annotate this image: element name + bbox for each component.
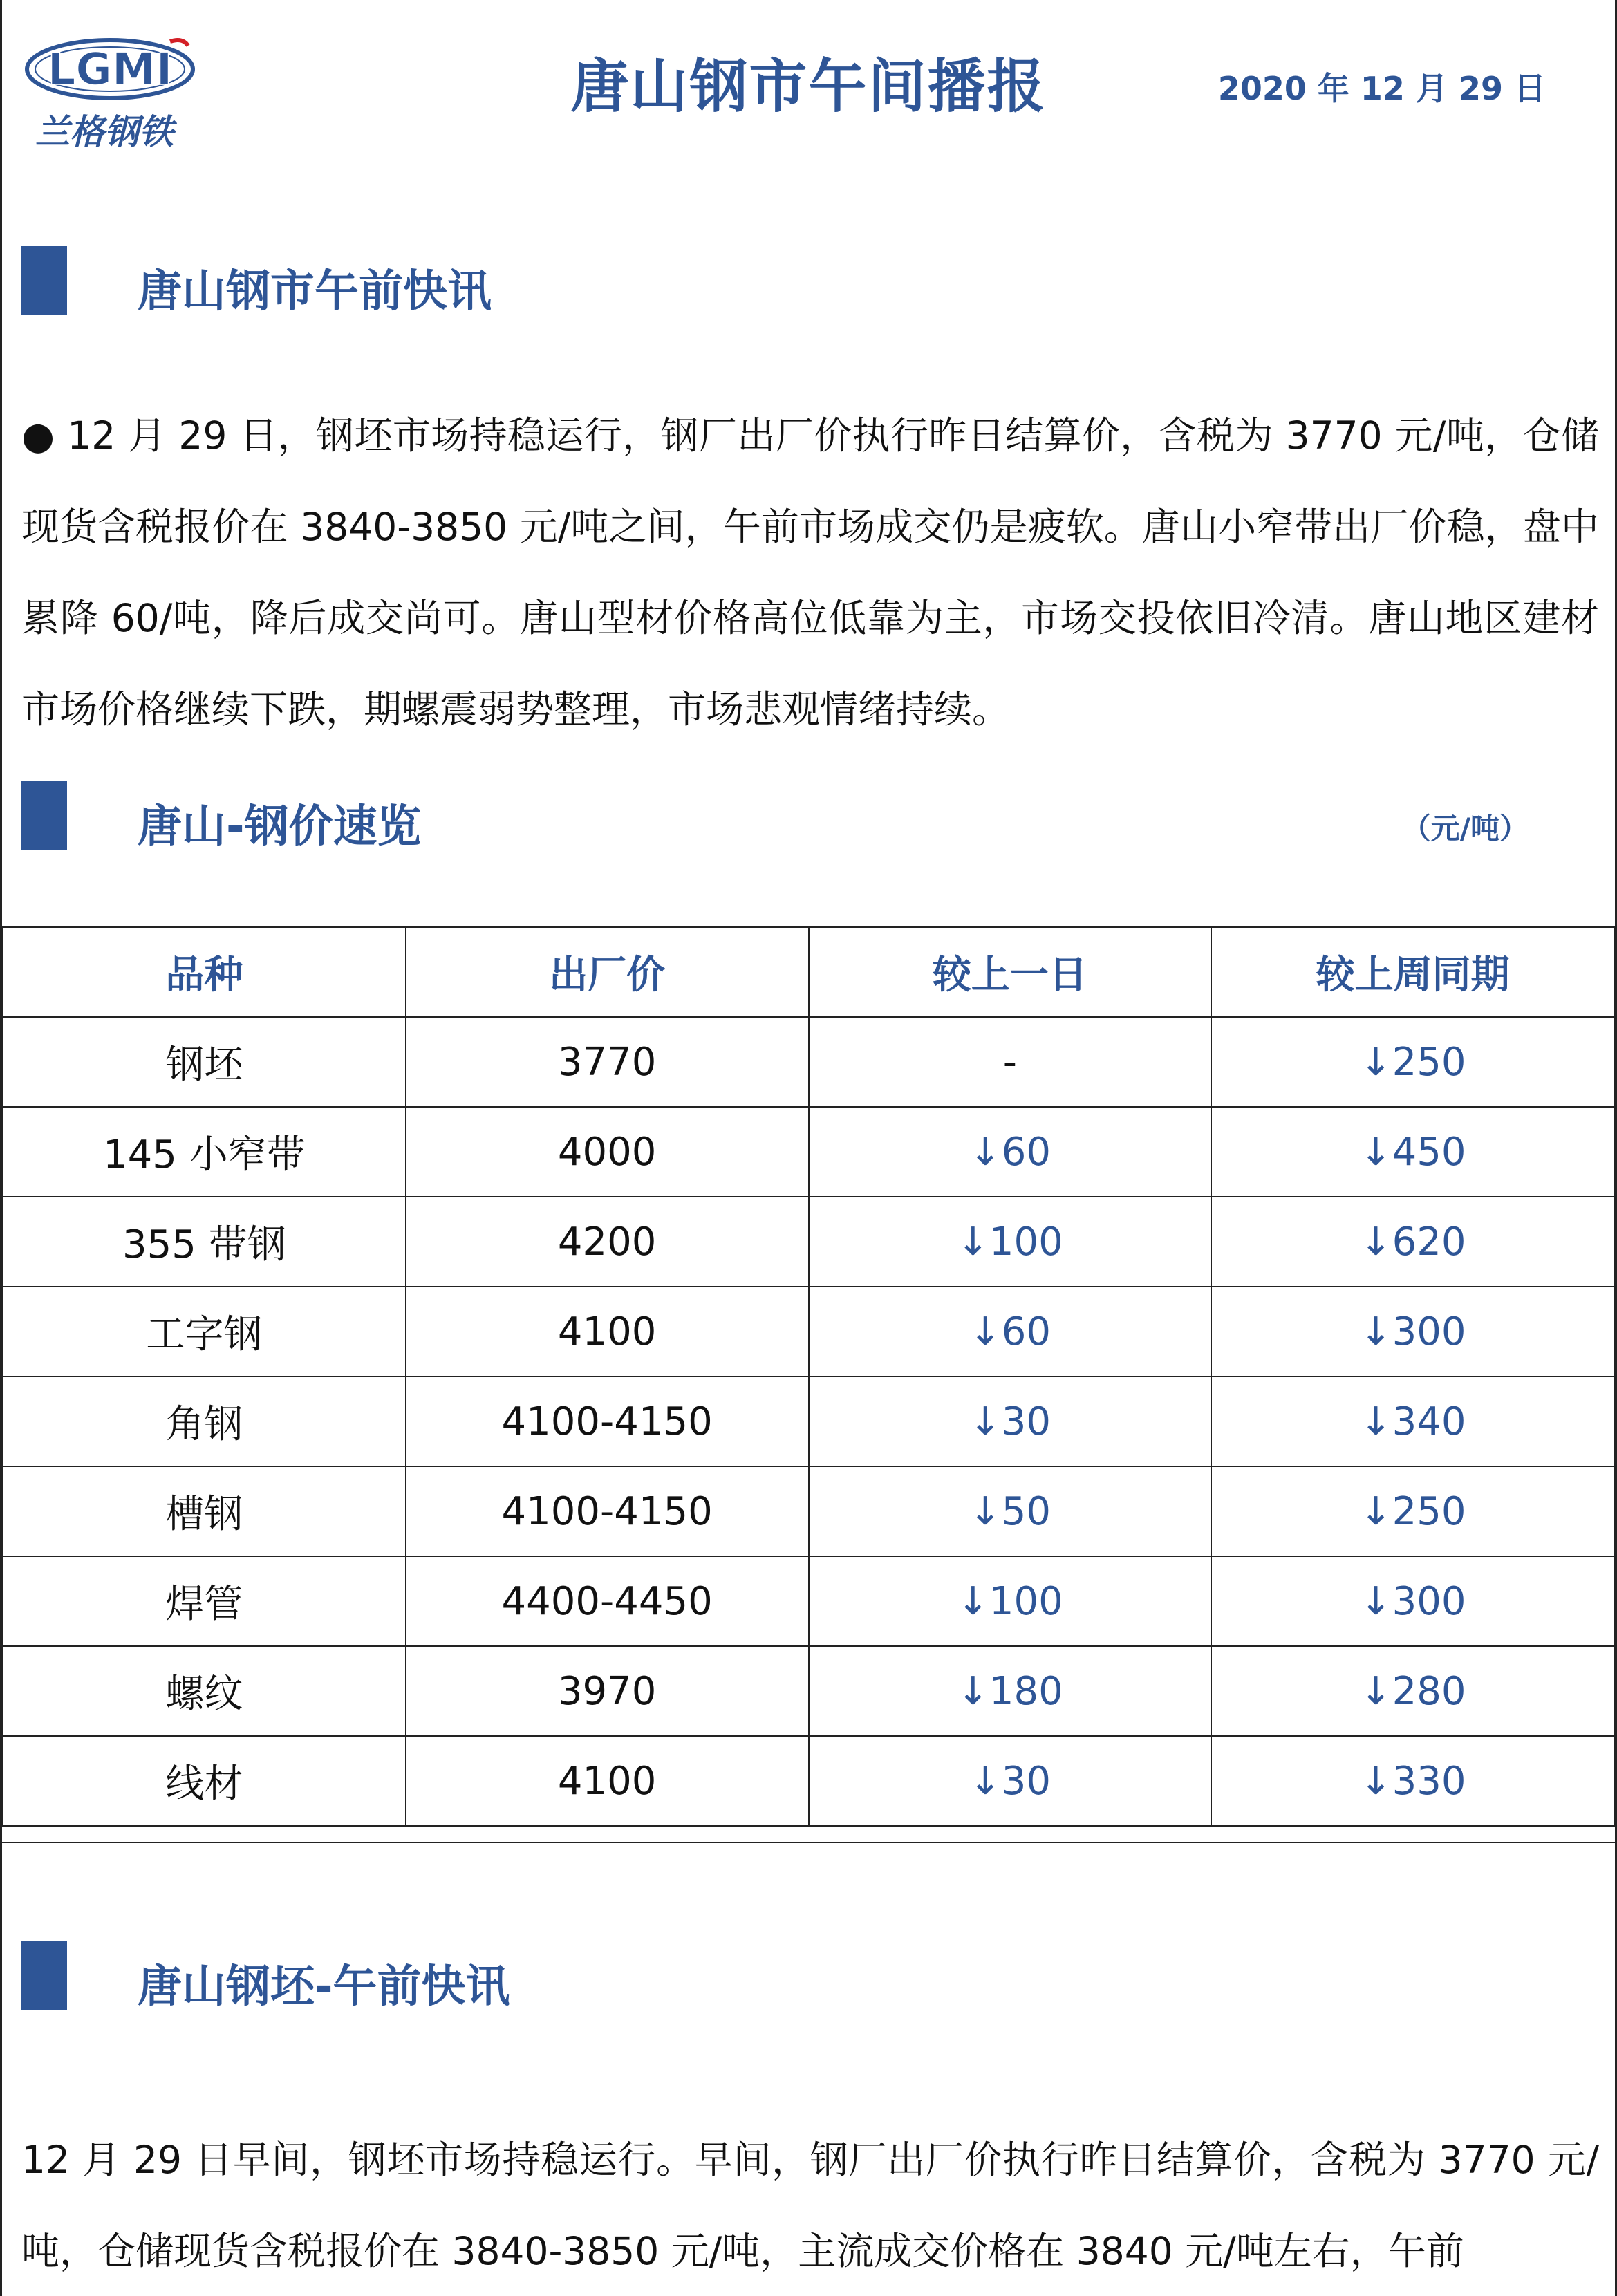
cell-price: 4100-4150 bbox=[406, 1376, 809, 1466]
logo-text: LGMI bbox=[47, 44, 173, 95]
logo-caption: 兰格钢铁 bbox=[35, 111, 174, 152]
section-title: 唐山-钢价速览 bbox=[138, 801, 422, 852]
cell-change-week: ↓300 bbox=[1211, 1287, 1614, 1376]
billet-paragraph: 12 月 29 日早间，钢坯市场持稳运行。早间，钢厂出厂价执行昨日结算价，含税为 3770 元/吨，仓储现货含税报价在 3840-3850 元/吨，主流成交价格在 3840 元/吨左右，午前 bbox=[21, 2138, 1599, 2273]
cell-price: 4400-4450 bbox=[406, 1556, 809, 1646]
report-date: 2020 年 12 月 29 日 bbox=[1217, 70, 1546, 107]
column-header: 品种 bbox=[3, 927, 406, 1017]
section-marker-icon bbox=[21, 1941, 67, 2010]
section-header-news bbox=[21, 246, 1598, 315]
table-row bbox=[3, 1376, 1614, 1466]
table-header-row bbox=[3, 927, 1614, 1017]
cell-change-day: ↓60 bbox=[809, 1107, 1212, 1197]
unit-label: （元/吨） bbox=[1401, 812, 1529, 846]
cell-product: 焊管 bbox=[3, 1556, 406, 1646]
table-row bbox=[3, 1466, 1614, 1556]
cell-change-day: ↓100 bbox=[809, 1556, 1212, 1646]
column-header: 较上周同期 bbox=[1211, 927, 1614, 1017]
cell-change-week: ↓250 bbox=[1211, 1017, 1614, 1107]
cell-product: 槽钢 bbox=[3, 1466, 406, 1556]
cell-change-day: ↓50 bbox=[809, 1466, 1212, 1556]
table-row bbox=[3, 1556, 1614, 1646]
table-row bbox=[3, 1287, 1614, 1376]
cell-price: 4200 bbox=[406, 1197, 809, 1287]
cell-change-day: - bbox=[809, 1017, 1212, 1107]
cell-product: 工字钢 bbox=[3, 1287, 406, 1376]
cell-price: 3770 bbox=[406, 1017, 809, 1107]
cell-change-day: ↓60 bbox=[809, 1287, 1212, 1376]
column-header: 较上一日 bbox=[809, 927, 1212, 1017]
section-title: 唐山钢市午前快讯 bbox=[138, 266, 492, 317]
cell-price: 4100 bbox=[406, 1287, 809, 1376]
table-row bbox=[3, 1736, 1614, 1826]
cell-change-day: ↓30 bbox=[809, 1376, 1212, 1466]
cell-change-week: ↓340 bbox=[1211, 1376, 1614, 1466]
cell-price: 3970 bbox=[406, 1646, 809, 1736]
cell-change-day: ↓180 bbox=[809, 1646, 1212, 1736]
cell-product: 线材 bbox=[3, 1736, 406, 1826]
cell-change-week: ↓330 bbox=[1211, 1736, 1614, 1826]
table-row bbox=[3, 1197, 1614, 1287]
section-title: 唐山钢坯-午前快讯 bbox=[138, 1961, 510, 2013]
cell-product: 钢坯 bbox=[3, 1017, 406, 1107]
cell-change-day: ↓100 bbox=[809, 1197, 1212, 1287]
cell-product: 355 带钢 bbox=[3, 1197, 406, 1287]
cell-price: 4000 bbox=[406, 1107, 809, 1197]
table-row bbox=[3, 1646, 1614, 1736]
section-marker-icon bbox=[21, 781, 67, 850]
price-table bbox=[2, 926, 1615, 1827]
cell-product: 145 小窄带 bbox=[3, 1107, 406, 1197]
news-paragraph: ● 12 月 29 日，钢坯市场持稳运行，钢厂出厂价执行昨日结算价，含税为 3770 元/吨，仓储现货含税报价在 3840-3850 元/吨之间，午前市场成交仍是疲软。唐山小窄带出厂价稳，盘中累降 60/吨，降后成交尚可。唐山型材价格高位低靠为主，市场交投依旧冷清。唐山地区建材市场价格继续下跌，期螺震弱势整理，市场悲观情绪持续。 bbox=[21, 413, 1599, 731]
cell-change-week: ↓450 bbox=[1211, 1107, 1614, 1197]
cell-change-week: ↓300 bbox=[1211, 1556, 1614, 1646]
cell-change-week: ↓280 bbox=[1211, 1646, 1614, 1736]
table-row bbox=[3, 1107, 1614, 1197]
section-header-billet bbox=[21, 1941, 1598, 2013]
cell-change-day: ↓30 bbox=[809, 1736, 1212, 1826]
cell-change-week: ↓620 bbox=[1211, 1197, 1614, 1287]
cell-product: 角钢 bbox=[3, 1376, 406, 1466]
column-header: 出厂价 bbox=[406, 927, 809, 1017]
page-title: 唐山钢市午间播报 bbox=[570, 53, 1047, 120]
cell-product: 螺纹 bbox=[3, 1646, 406, 1736]
section-header-prices bbox=[21, 781, 1598, 850]
section-marker-icon bbox=[21, 246, 67, 315]
cell-change-week: ↓250 bbox=[1211, 1466, 1614, 1556]
table-row bbox=[3, 1017, 1614, 1107]
cell-price: 4100 bbox=[406, 1736, 809, 1826]
cell-price: 4100-4150 bbox=[406, 1466, 809, 1556]
section-divider bbox=[2, 1842, 1615, 1843]
